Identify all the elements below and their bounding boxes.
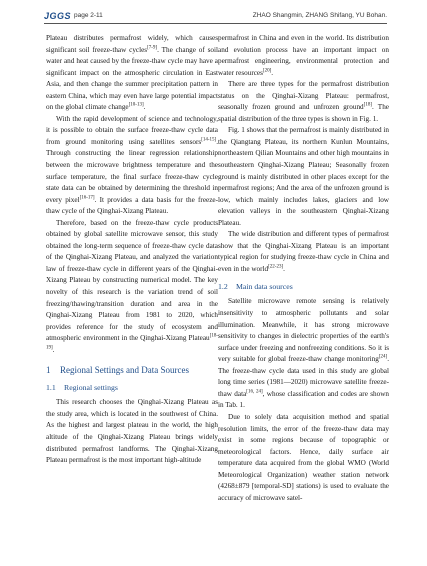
citation: [14-15] xyxy=(201,137,217,143)
citation: [10-13] xyxy=(128,102,144,108)
header-rule xyxy=(44,23,387,24)
citation: [16, 24] xyxy=(246,389,263,395)
paragraph: With the rapid development of science and technology, it is possible to obtain the surface freeze-thaw cycle data from ground monitoring using satellites sensors[14-15]. Through constructing the linear regression relationship between the microwave brightness temperature and the surface temperature, the final surface freeze-thaw cycle state data can be obtained by determining the threshold in every pixel[16-17]. It provides a data basis for the freeze-thaw cycle of the Qinghai-Xizang Plateau. xyxy=(46,114,218,216)
citation: [7-9] xyxy=(147,45,158,51)
citation: [22-23] xyxy=(268,264,284,270)
paragraph: The wide distribution and different types of permafrost show that the Qinghai-Xizang Plateau is an important typical region for studying freeze-thaw cycle in China and even in the world[22-23]. xyxy=(218,230,389,273)
paragraph: Satellite microwave remote sensing is relatively insensitivity to atmospheric pollutants and solar illumination. Meanwhile, it has strong microwave sensitivity to changes in dielectric properties of the earth's surface under freezing and nonfreezing conditions. So it is very suitable for global freeze-thaw change monitoring[24]. The freeze-thaw cycle data used in this study are global long time series (1981—2020) microwave satellite freeze-thaw data[16, 24], whose classification and codes are shown in Tab. 1. xyxy=(218,297,389,410)
running-header xyxy=(44,11,387,21)
left-column xyxy=(46,33,218,467)
page-number: page 2-11 xyxy=(74,12,103,19)
citation: [18-19] xyxy=(46,333,218,351)
citation: [16-17] xyxy=(79,195,95,201)
paragraph: There are three types for the permafrost distribution status on the Qinghai-Xizang Plateau: permafrost, seasonally frozen ground and unfrozen ground[18]. The spatial distribution of the three types is shown in Fig. 1. xyxy=(218,80,389,123)
citation: [20] xyxy=(262,68,272,74)
subsection-heading: 1.2 Main data sources xyxy=(218,282,293,292)
subsection-heading: 1.1 Regional settings xyxy=(46,383,118,393)
paragraph: This research chooses the Qinghai-Xizang Plateau as the study area, which is located in the southwest of China. As the highest and largest plateau in the world, the high altitude of the Qinghai-Xizang Plateau brings widely distributed permafrost landforms. The Qinghai-Xizang Plateau permafrost is the most important high-altitude xyxy=(46,398,218,465)
paragraph: Therefore, based on the freeze-thaw cycle products obtained by global satellite microwave sensor, this study obtained the long-term sequence of freeze-thaw cycle data of the Qinghai-Xizang Plateau, and analyzed the variation law of freeze-thaw cycle in different years of the Qinghai-Xizang Plateau by constructing numerical model. The key novelty of this research is the variation trend of soil freezing/thawing/transition duration and area in the Qinghai-Xizang Plateau from 1981 to 2020, which provides reference for the study of ecosystem and atmospheric environment in the Qinghai-Xizang Plateau[18-19]. xyxy=(46,218,218,354)
right-column xyxy=(218,33,389,504)
paragraph: Plateau distributes permafrost widely, which causes significant soil freeze-thaw cycles[7-9]. The change of soil water and heat caused by the freeze-thaw cycle may have a significant impact on the atmospheric circulation in East Asia, and then change the summer precipitation pattern in eastern China, which may even have large potential impact on the global climate change[10-13]. xyxy=(46,34,218,112)
journal-logo: JGGS xyxy=(44,11,72,21)
header-authors: ZHAO Shangmin, ZHANG Shifang, YU Bohan. xyxy=(252,12,387,19)
paragraph: Fig. 1 shows that the permafrost is mainly distributed in the Qiangtang Plateau, its northern Kunlun Mountains, northeastern Qilian Mountains and other high mountains in southeastern Qinghai-Xizang Plateau; Seasonally frozen ground is mainly distributed in other places except for the permafrost regions; And the area of the unfrozen ground is low, which mainly includes lakes, glaciers and low elevation valleys in the southeastern Qinghai-Xizang Plateau. xyxy=(218,126,389,227)
citation: [18] xyxy=(363,102,372,108)
section-heading: 1 Regional Settings and Data Sources xyxy=(46,365,189,376)
citation: [24] xyxy=(378,354,388,360)
paragraph: permafrost in China and even in the world. Its distribution and evolution process have an important impact on permafrost engineering, environmental protection and water resources[20]. xyxy=(218,34,389,77)
paragraph: Due to solely data acquisition method and spatial resolution limits, the error of the freeze-thaw data may exist in some regions because of topographic or meteorological factors. Hence, daily surface air temperature data acquired from the global WMO (World Meteorological Organization) weather station network (4268±879 [temporal-SD] stations) is used to evaluate the accuracy of microwave satel- xyxy=(218,412,389,502)
